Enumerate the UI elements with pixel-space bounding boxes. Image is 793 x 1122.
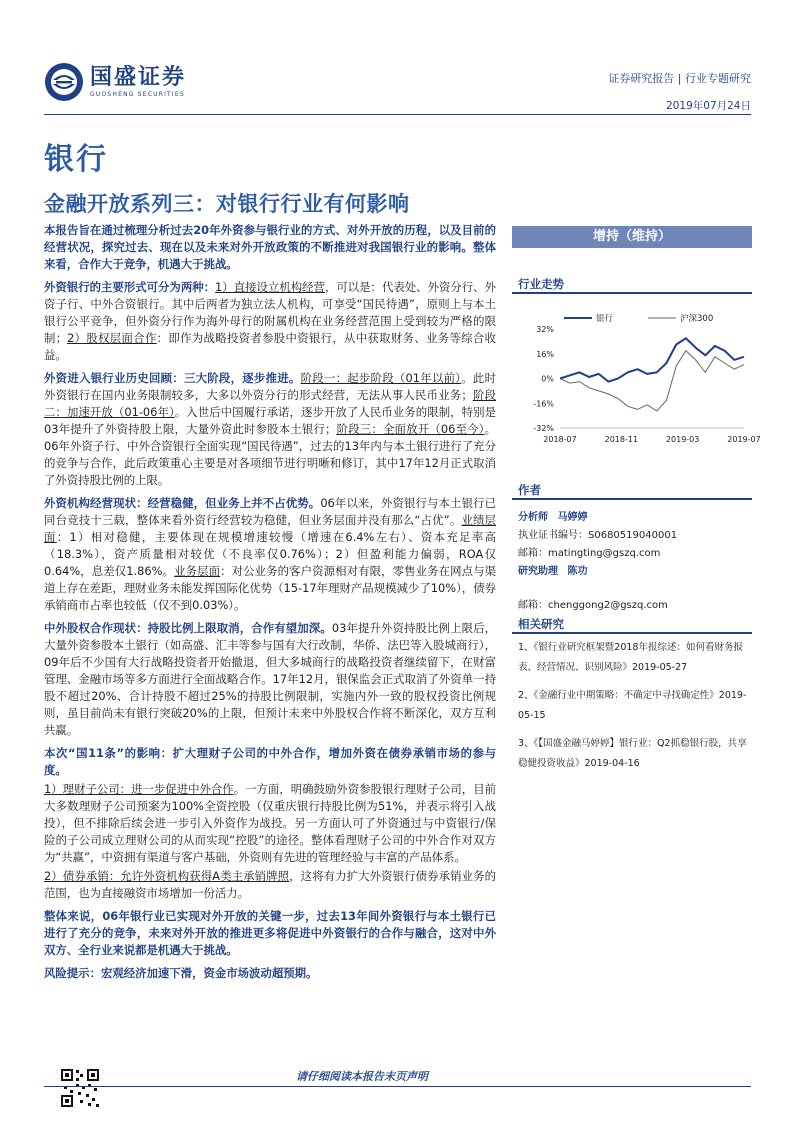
footer-disclaimer: 请仔细阅读本报告末页声明 [296, 1070, 428, 1083]
authors-divider [512, 498, 752, 500]
logo-name-en: GUOSHENG SECURITIES [90, 91, 185, 98]
trend-chart [512, 302, 761, 452]
y-tick-label: 32% [536, 325, 554, 334]
paragraph-wealth: 1）理财子公司：进一步促进中外合作。一方面，明确鼓励外资参股银行理财子公司，目前大多数理财子公司预案为100%全资控股（仅重庆银行持股比例为51%，并表示将引入战投），但不排除后续会进一步引入外资作为战投。另一方面认可了外资通过与中资银行/保险的子公司成立理财公司的从而实现“控股”的途径。整体看理财子公司的中外合作对双方为“共赢”，中资拥有渠道与客户基础，外资则有先进的管理经验与丰富的产品体系。 [44, 782, 496, 864]
paragraph-status: 外资机构经营现状：经营稳健，但业务上并不占优势。06年以来，外资银行与本土银行已同台竞技十三载，整体来看外资行经营较为稳健，但业务层面并没有那么“占优”。业绩层面：1）相对稳健，主要体现在规模增速较慢（增速在6.4%左右）、资本充足率高（18.3%），资产质量相对较优（不良率仅0.76%）；2）但盈利能力偏弱，ROA仅0.64%，息差仅1.86%。业务层面：对公业务的客户资源相对有限，零售业务在网点与渠道上存在差距，理财业务未能发挥国际化优势（15-17年理财产品规模减少了10%），债券承销商市占率也较低（仅不到0.03%）。 [44, 496, 496, 612]
report-body [44, 222, 496, 988]
related-item[interactable]: 1、《银行业研究框架暨2018年报综述：如何看财务报表、经营情况、识别风险》2019-05-27 [518, 642, 743, 673]
chart-xticks [543, 435, 760, 444]
paragraph-impact: 本次“国11条”的影响：扩大理财子公司的中外合作，增加外资在债券承销市场的参与度。 [44, 746, 496, 777]
related-item[interactable]: 3、《【国盛金融马婷婷】银行业：Q2抓稳银行股，共享稳健投资收益》2019-04-16 [518, 738, 747, 769]
report-subtitle: 金融开放系列三：对银行行业有何影响 [44, 192, 410, 216]
y-tick-label: -32% [533, 424, 554, 433]
chart-legend [564, 313, 713, 324]
related-list [518, 638, 750, 774]
legend-label-bank: 银行 [596, 314, 614, 324]
qr-code-icon [60, 1068, 100, 1108]
series-line-hs300 [560, 351, 744, 411]
risk-warning: 风险提示：宏观经济加速下滑，资金市场波动超预期。 [44, 966, 318, 980]
industry-title: 银行 [44, 142, 108, 177]
related-divider [512, 632, 752, 634]
logo-name-cn: 国盛证券 [90, 65, 187, 90]
legend-label-hs300: 沪深300 [680, 314, 714, 324]
y-tick-label: -16% [533, 399, 554, 409]
guosheng-logo-icon [44, 62, 84, 102]
y-tick-label: 16% [536, 349, 554, 359]
trend-divider [512, 292, 752, 294]
y-tick-label: 0% [541, 374, 554, 384]
x-tick-label: 2018-07 [543, 435, 577, 444]
related-item[interactable]: 2、《金融行业中期策略：不确定中寻找确定性》2019-05-15 [518, 690, 747, 721]
series-line-bank [560, 338, 744, 381]
x-tick-label: 2018-11 [604, 435, 639, 444]
assistant-email-link[interactable]: chenggong2@gszq.com [548, 600, 668, 611]
rating-badge: 增持（维持） [512, 226, 752, 248]
related-title: 相关研究 [518, 617, 564, 631]
email2-row: 邮箱：chenggong2@gszq.com [518, 600, 668, 611]
analyst-email-link[interactable]: matingting@gszq.com [548, 548, 661, 559]
report-date: 2019年07月24日 [666, 100, 751, 112]
paragraph-bond: 2）债券承销：允许外资机构获得A类主承销牌照，这将有力扩大外资银行债券承销业务的范围，也为直接融资市场增加一份活力。 [44, 869, 496, 900]
intro-paragraph: 本报告旨在通过梳理分析过去20年外资参与银行业的方式、对外开放的历程，以及目前的经营状况，探究过去、现在以及未来对外开放政策的不断推进对我国银行业的影响。整体来看，合作大于竞争，机遇大于挑战。 [44, 223, 496, 271]
report-meta [608, 70, 751, 113]
paragraph-summary: 整体来说，06年银行业已实现对外开放的关键一步，过去13年间外资银行与本土银行已进行了充分的竞争，未来对外开放的推进更多将促进中外资银行的合作与融合，这对中外双方、全行业来说都是机遇大于挑战。 [44, 909, 496, 957]
company-logo [44, 62, 186, 102]
assistant-row: 研究助理 陈功 [518, 566, 588, 577]
authors-title: 作者 [518, 483, 541, 497]
cert-row: 执业证书编号：S0680519040001 [518, 530, 678, 541]
trend-title: 行业走势 [518, 277, 564, 291]
x-tick-label: 2019-03 [665, 435, 700, 444]
email-row: 邮箱：matingting@gszq.com [518, 548, 661, 559]
footer-divider [44, 1086, 751, 1087]
report-type: 证券研究报告 | 行业专题研究 [608, 72, 751, 85]
paragraph-history: 外资进入银行业历史回顾：三大阶段，逐步推进。阶段一：起步阶段（01年以前）。此时外资银行在国内业务限制较多，大多以外资分行的形式经营，无法从事人民币业务；阶段二：加速开放（01-06年）。入世后中国履行承诺，逐步开放了人民币业务的限制，特别是03年提升了外资持股上限，大量外资此时参股本土银行；阶段三：全面放开（06至今）。06年外资子行、中外合资银行全面实现“国民待遇”，过去的13年内与本土银行进行了充分的竞争与合作，此后政策重心主要是对各项细节进行明晰和修订，其中17年12月正式取消了外资持股比例的上限。 [44, 371, 497, 487]
chart-yticks [533, 325, 554, 433]
paragraph-equity: 中外股权合作现状：持股比例上限取消，合作有望加深。03年提升外资持股比例上限后，大量外资参股本土银行（如高盛、汇丰等参与国有大行改制，华侨、法巴等入股城商行），09年后不少国有大行战略投资者开始撤退，但大多城商行的战略投资者继续留下，在财富管理、金融市场等多方面进行全面战略合作。17年12月，银保监会正式取消了外资单一持股不超过20%、合计持股不超过25%的持股比例限制，实施内外一致的股权投资比例规则，虽目前尚未有银行突破20%的上限，但预计未来中外股权合作将不断深化，双方互利共赢。 [44, 621, 496, 737]
x-tick-label: 2019-07 [727, 435, 761, 444]
analyst-row: 分析师 马婷婷 [518, 512, 588, 523]
header-divider [44, 114, 751, 115]
paragraph-forms: 外资银行的主要形式可分为两种：1）直接设立机构经营，可以是：代表处、外资分行、外资子行、中外合资银行。其中后两者为独立法人机构，可享受“国民待遇”，原则上与本土银行公平竞争，但外资分行作为海外母行的附属机构在业务经营范围上受到较为严格的限制；2）股权层面合作：即作为战略投资者参股中资银行，从中获取财务、业务等综合收益。 [44, 280, 496, 362]
trend-chart-svg [512, 302, 761, 452]
